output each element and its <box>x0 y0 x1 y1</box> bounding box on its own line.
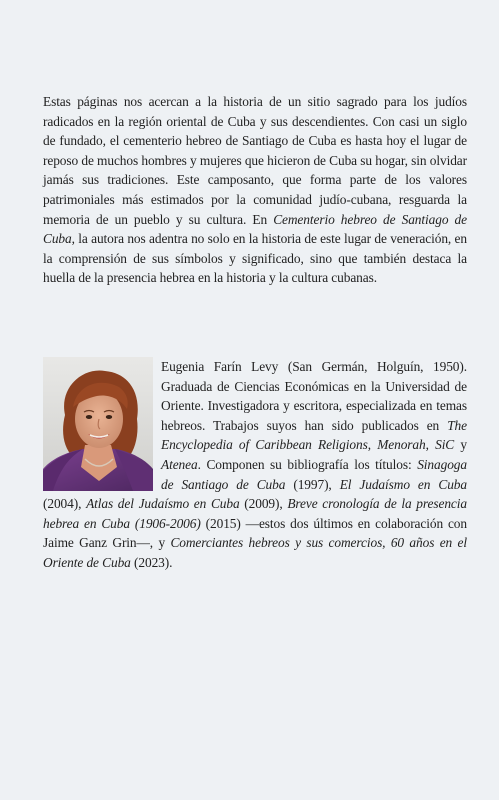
bibliography-year: (2015) —estos dos últimos en colaboración con Jaime Ganz Grin—, y <box>43 515 468 551</box>
synopsis-text-1: Estas páginas nos acercan a la historia de un sitio sagrado para los judíos radicados en la región oriental de Cuba y sus descendientes. Con casi un siglo de fundado, el cementerio hebreo de Santiago de Cuba es hasta hoy el lugar de reposo de muchos hombres y mujeres que hicieron de Cuba su hogar, sin olvidar jamás sus tradiciones. Este camposanto, que forma parte de los valores patrimoniales más estimados por la comunidad judío-cubana, resguarda la memoria de un pueblo y su cultura. En <box>43 94 467 227</box>
publication-title: Menorah <box>377 437 426 453</box>
bibliography-title: Atlas del Judaísmo en Cuba <box>86 496 240 512</box>
text-separator: , <box>367 437 378 453</box>
bibliography-year: (2009), <box>239 496 288 512</box>
text-separator: , <box>425 437 436 453</box>
author-photo <box>43 357 153 491</box>
publication-title: The Encyclopedia of Caribbean Religions <box>161 417 467 453</box>
book-synopsis <box>43 92 467 288</box>
publication-title: Atenea <box>161 456 198 472</box>
text-separator: y <box>454 437 467 453</box>
bibliography-title: El Judaísmo en Cuba <box>339 476 467 492</box>
publication-title: SiC <box>435 437 455 453</box>
bibliography-title: Sinagoga de Santiago de Cuba <box>161 456 467 492</box>
author-bio-text-1: Eugenia Farín Levy (San Germán, Holguín, 1950). Graduada de Ciencias Económicas en la Universidad de Oriente. Investigadora y escritora, especializada en temas hebreos. Trabajos suyos han sido publicados en <box>161 359 467 433</box>
bibliography-year: (1997), <box>285 476 340 492</box>
synopsis-text-2: , la autora nos adentra no solo en la historia de este lugar de veneración, en la comprensión de sus símbolos y significado, sino que también destaca la huella de la presencia hebrea en la historia y la cultura cubanas. <box>43 231 467 286</box>
bibliography-year: (2004), <box>43 496 87 512</box>
synopsis-book-title: Cementerio hebreo de Santiago de Cuba <box>43 211 467 247</box>
author-bio-section <box>43 357 467 573</box>
author-bio-text-2: . Componen su bibliografía los títulos: <box>197 456 418 472</box>
bibliography-year: (2023). <box>130 554 173 570</box>
bibliography-title: Comerciantes hebreos y sus comercios, 60 años en el Oriente de Cuba <box>43 535 467 570</box>
bibliography-title: Breve cronología de la presencia hebrea en Cuba (1906-2006) <box>43 496 467 531</box>
